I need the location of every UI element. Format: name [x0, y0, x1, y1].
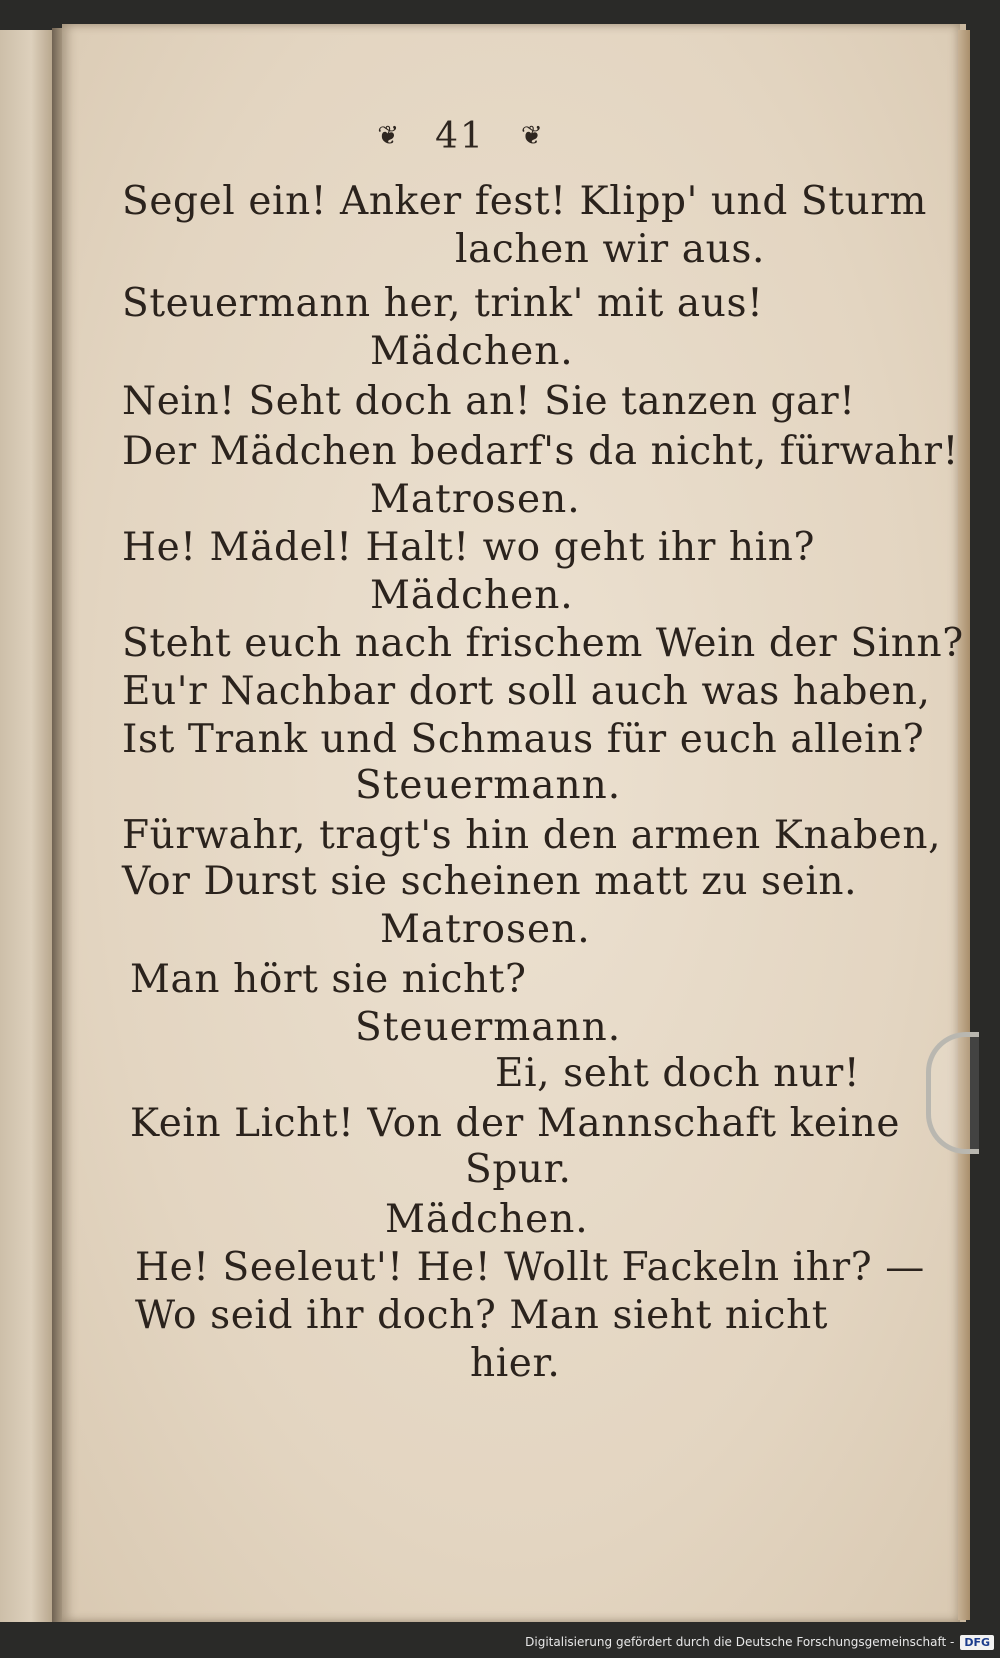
text-line: He! Mädel! Halt! wo geht ihr hin? — [122, 525, 815, 570]
book-gutter — [52, 28, 62, 1622]
text-line: Steht euch nach frischem Wein der Sinn? — [122, 621, 964, 666]
speaker-name: Steuermann. — [355, 1005, 622, 1050]
text-line: Wo seid ihr doch? Man sieht nicht — [135, 1293, 829, 1338]
credit-text: Digitalisierung gefördert durch die Deutsche Forschungsgemeinschaft - — [525, 1635, 955, 1649]
page-edge — [958, 30, 970, 1620]
text-line: Ist Trank und Schmaus für euch allein? — [122, 717, 925, 762]
text-line: Nein! Seht doch an! Sie tanzen gar! — [122, 379, 856, 424]
text-line: Vor Durst sie scheinen matt zu sein. — [122, 859, 858, 904]
speaker-name: Mädchen. — [385, 1197, 589, 1242]
text-line: Fürwahr, tragt's hin den armen Knaben, — [122, 813, 942, 858]
speaker-name: Matrosen. — [380, 907, 591, 952]
speaker-name: Mädchen. — [370, 573, 574, 618]
page-clip — [926, 1032, 979, 1154]
page-number: 41 — [435, 115, 485, 157]
speaker-name: Mädchen. — [370, 329, 574, 374]
text-line: Ei, seht doch nur! — [495, 1051, 861, 1096]
text-line: He! Seeleut'! He! Wollt Fackeln ihr? — — [135, 1245, 925, 1290]
digitization-credit — [525, 1628, 994, 1656]
dfg-logo: DFG — [960, 1635, 994, 1650]
text-line: lachen wir aus. — [455, 227, 765, 272]
speaker-name: Steuermann. — [355, 763, 622, 808]
text-line: Steuermann her, trink' mit aus! — [122, 281, 764, 326]
ornament-left-icon: ❦ — [377, 121, 400, 151]
text-line: Man hört sie nicht? — [130, 957, 527, 1002]
speaker-name: Matrosen. — [370, 477, 581, 522]
text-line: Segel ein! Anker fest! Klipp' und Sturm — [122, 179, 928, 224]
facing-page-edge — [0, 30, 54, 1622]
text-line: hier. — [470, 1341, 561, 1386]
page-header — [290, 112, 630, 160]
text-line: Kein Licht! Von der Mannschaft keine — [130, 1101, 901, 1146]
text-line: Spur. — [465, 1147, 572, 1192]
ornament-right-icon: ❦ — [520, 121, 543, 151]
text-line: Der Mädchen bedarf's da nicht, fürwahr! — [122, 429, 959, 474]
text-line: Eu'r Nachbar dort soll auch was haben, — [122, 669, 931, 714]
